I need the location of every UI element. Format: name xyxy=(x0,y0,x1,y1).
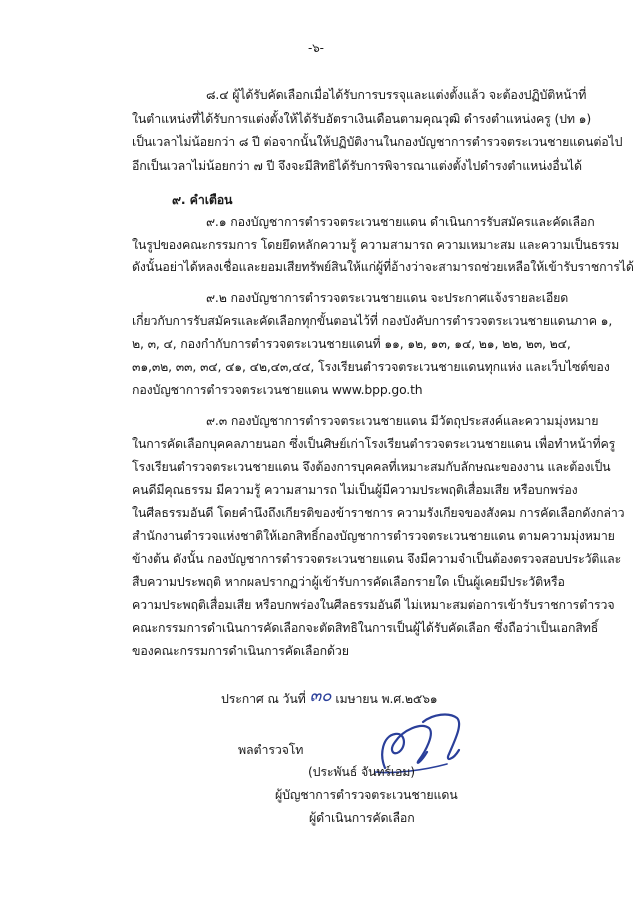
section-8-4-line-3: เป็นเวลาไม่น้อยกว่า ๘ ปี ต่อจากนั้นให้ปฏิบัติงานในกองบัญชาการตำรวจตระเวนชายแดนต่อไป xyxy=(132,134,623,149)
signer-rank: พลตำรวจโท xyxy=(238,742,304,757)
announcement-suffix: เมษายน พ.ศ.๒๕๖๑ xyxy=(335,691,438,706)
section-9-heading: ๙. คำเตือน xyxy=(172,192,233,207)
section-9-2-line-5: กองบัญชาการตำรวจตระเวนชายแดน www.bpp.go.th xyxy=(132,382,423,397)
section-9-3-line-4: คนดีมีคุณธรรม มีความรู้ ความสามารถ ไม่เป็นผู้มีความประพฤติเสื่อมเสีย หรือบกพร่อง xyxy=(132,482,578,497)
section-9-1-line-2: ในรูปของคณะกรรมการ โดยยึดหลักความรู้ ความสามารถ ความเหมาะสม และความเป็นธรรม xyxy=(132,237,620,252)
section-8-4-line-1: ๘.๔ ผู้ได้รับคัดเลือกเมื่อได้รับการบรรจุและแต่งตั้งแล้ว จะต้องปฏิบัติหน้าที่ xyxy=(206,87,587,102)
section-9-1-line-1: ๙.๑ กองบัญชาการตำรวจตระเวนชายแดน ดำเนินการรับสมัครและคัดเลือก xyxy=(206,214,595,229)
section-9-3-line-6: สำนักงานตำรวจแห่งชาติให้เอกสิทธิ์กองบัญชาการตำรวจตระเวนชายแดน ตามความมุ่งหมาย xyxy=(132,528,615,543)
announcement-day: ๓๐ xyxy=(309,686,332,706)
section-9-3-line-2: ในการคัดเลือกบุคคลภายนอก ซึ่งเป็นศิษย์เก่าโรงเรียนตำรวจตระเวนชายแดน เพื่อทำหน้าที่ครู xyxy=(132,436,616,451)
announcement-prefix: ประกาศ ณ วันที่ xyxy=(221,691,306,706)
section-9-2-line-4: ๓๑,๓๒, ๓๓, ๓๔, ๔๑, ๔๒,๔๓,๔๔, โรงเรียนตำรวจตระเวนชายแดนทุกแห่ง และเว็บไซต์ของ xyxy=(132,359,610,374)
section-9-2-line-2: เกี่ยวกับการรับสมัครและคัดเลือกทุกขั้นตอนไว้ที่ กองบังคับการตำรวจตระเวนชายแดนภาค ๑, xyxy=(132,313,613,328)
signature-stroke-2 xyxy=(423,715,459,759)
signature-stroke-1 xyxy=(382,726,431,768)
section-9-3-line-8: สืบความประพฤติ หากผลปรากฏว่าผู้เข้ารับการคัดเลือกรายใด เป็นผู้เคยมีประวัติหรือ xyxy=(132,574,565,589)
section-9-2-line-3: ๒, ๓, ๔, กองกำกับการตำรวจตระเวนชายแดนที่ ๑๑, ๑๒, ๑๓, ๑๔, ๒๑, ๒๒, ๒๓, ๒๔, xyxy=(132,336,571,351)
section-9-2-line-1: ๙.๒ กองบัญชาการตำรวจตระเวนชายแดน จะประกาศแจ้งรายละเอียด xyxy=(206,290,569,305)
section-9-3-line-3: โรงเรียนตำรวจตระเวนชายแดน จึงต้องการบุคคลที่เหมาะสมกับลักษณะของงาน และต้องเป็น xyxy=(132,459,611,474)
page-number: -๖- xyxy=(308,41,324,55)
signer-position: ผู้บัญชาการตำรวจตระเวนชายแดน xyxy=(275,787,458,802)
section-9-3-line-11: ของคณะกรรมการดำเนินการคัดเลือกด้วย xyxy=(132,643,349,658)
section-9-3-line-9: ความประพฤติเสื่อมเสีย หรือบกพร่องในศีลธรรมอันดี ไม่เหมาะสมต่อการเข้ารับราชการตำรวจ xyxy=(132,597,615,612)
signer-role: ผู้ดำเนินการคัดเลือก xyxy=(309,810,415,825)
section-9-3-line-10: คณะกรรมการดำเนินการคัดเลือกจะตัดสิทธิในการเป็นผู้ได้รับคัดเลือก ซึ่งถือว่าเป็นเอกสิทธิ์ xyxy=(132,620,599,635)
section-8-4-line-2: ในตำแหน่งที่ได้รับการแต่งตั้งให้ได้รับอัตราเงินเดือนตามคุณวุฒิ ดำรงตำแหน่งครู (ปท ๑) xyxy=(132,111,592,126)
section-9-3-line-7: ข้างต้น ดังนั้น กองบัญชาการตำรวจตระเวนชายแดน จึงมีความจำเป็นต้องตรวจสอบประวัติและ xyxy=(132,551,622,566)
section-9-3-line-5: ในศีลธรรมอันดี โดยคำนึงถึงเกียรติของข้าราชการ ความรังเกียจของสังคม การคัดเลือกดังกล่าว xyxy=(132,505,625,520)
section-9-3-line-1: ๙.๓ กองบัญชาการตำรวจตระเวนชายแดน มีวัตถุประสงค์และความมุ่งหมาย xyxy=(206,413,599,428)
section-8-4-line-4: อีกเป็นเวลาไม่น้อยกว่า ๗ ปี จึงจะมีสิทธิได้รับการพิจารณาแต่งตั้งไปดำรงตำแหน่งอื่นได้ xyxy=(132,158,582,173)
section-9-1-line-3: ดังนั้นอย่าได้หลงเชื่อและยอมเสียทรัพย์สินให้แก่ผู้ที่อ้างว่าจะสามารถช่วยเหลือให้เข้ารับราชการได้ xyxy=(132,259,634,274)
signer-name: (ประพันธ์ จันทร์เอม) xyxy=(308,764,415,779)
